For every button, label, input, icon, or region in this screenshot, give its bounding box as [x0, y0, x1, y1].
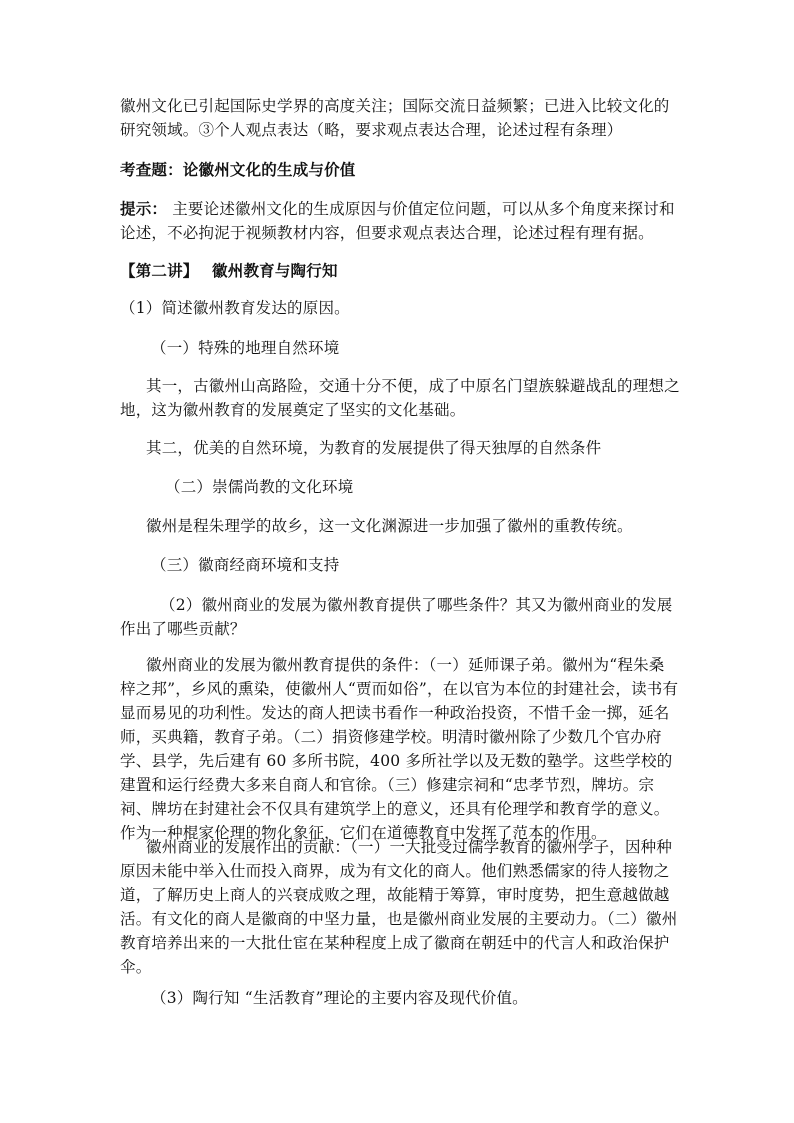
conditions-paragraph — [120, 653, 680, 845]
question-one-text: （1）简述徽州教育发达的原因。 — [120, 299, 350, 317]
hint-paragraph — [120, 197, 680, 245]
section-one-heading — [151, 336, 680, 360]
section-three-text: （三）徽商经商环境和支持 — [151, 556, 340, 574]
conditions-text: 徽州商业的发展为徽州教育提供的条件：（一）延师课子弟。徽州为“程朱桑梓之邦”，乡风的熏染，使徽州人“贾而如俗”，在以官为本位的封建社会，读书有显而易见的功利性。发达的商人把读书看作一种政治投资，不惜千金一掷，延名师，买典籍，教育子弟。（二）捐资修建学校。明清时徽州除了少数几个官办府学、县学，先后建有 60 多所书院，400 多所社学以及无数的塾学。这些学校的建置和运行经费大多来自商人和官徐。（三）修建宗祠和“忠孝节烈，牌坊。宗祠、牌坊在封建社会不仅具有建筑学上的意义，还具有伦理学和教育学的意义。作为一种棍家伦理的物化象征，它们在道德教育中发挥了范本的作用。 — [120, 656, 679, 842]
exam-topic-text: 考查题：论徽州文化的生成与价值 — [120, 160, 356, 179]
geography-text-2: 其二，优美的自然环境，为教育的发展提供了得天独厚的自然条件 — [146, 439, 602, 457]
intro-text: 徽州文化已引起国际史学界的高度关注；国际交流日益频繁；已进入比较文化的研究领域。③个人观点表达（略，要求观点表达合理，论述过程有条理） — [120, 97, 670, 139]
question-two — [120, 593, 680, 641]
geography-text-1: 其一，古徽州山高路险，交通十分不便，成了中原名门望族躲避战乱的理想之地，这为徽州教育的发展奠定了坚实的文化基础。 — [120, 377, 680, 419]
geography-paragraph-2 — [146, 436, 680, 460]
contributions-paragraph — [120, 835, 680, 979]
hint-text: 主要论述徽州文化的生成原因与价值定位问题，可以从多个角度来探讨和论述，不必拘泥于视频教材内容，但要求观点表达合理，论述过程有理有据。 — [120, 200, 675, 242]
lecture-title: 【第二讲】 徽州教育与陶行知 — [120, 261, 338, 280]
question-three-text: （3）陶行知 “生活教育”理论的主要内容及现代价值。 — [151, 989, 528, 1007]
question-one — [120, 296, 680, 320]
question-two-text: （2）徽州商业的发展为徽州教育提供了哪些条件？其又为徽州商业的发展作出了哪些贡献？ — [120, 596, 673, 638]
lecture-heading — [120, 259, 680, 283]
section-three-heading — [151, 553, 680, 577]
question-three — [151, 986, 680, 1010]
geography-paragraph-1 — [120, 374, 680, 422]
section-two-heading — [165, 475, 680, 499]
culture-text: 徽州是程朱理学的故乡，这一文化渊源进一步加强了徽州的重教传统。 — [146, 517, 633, 535]
exam-topic-heading — [120, 158, 680, 182]
section-two-text: （二）崇儒尚教的文化环境 — [165, 478, 354, 496]
culture-paragraph — [146, 514, 680, 538]
contributions-text: 徽州商业的发展作出的贡献：（一）一大批受过儒学教育的徽州学子，因种种原因未能中举入仕而投入商界，成为有文化的商人。他们熟悉儒家的待人接物之道，了解历史上商人的兴衰成败之理，故能精于筹算，审时度势，把生意越做越活。有文化的商人是徽商的中坚力量，也是徽州商业发展的主要动力。（二）徽州教育培养出来的一大批仕宦在某种程度上成了徽商在朝廷中的代言人和政治保护伞。 — [120, 838, 678, 976]
section-one-text: （一）特殊的地理自然环境 — [151, 339, 340, 357]
hint-label: 提示： — [120, 199, 168, 218]
intro-paragraph — [120, 94, 680, 142]
